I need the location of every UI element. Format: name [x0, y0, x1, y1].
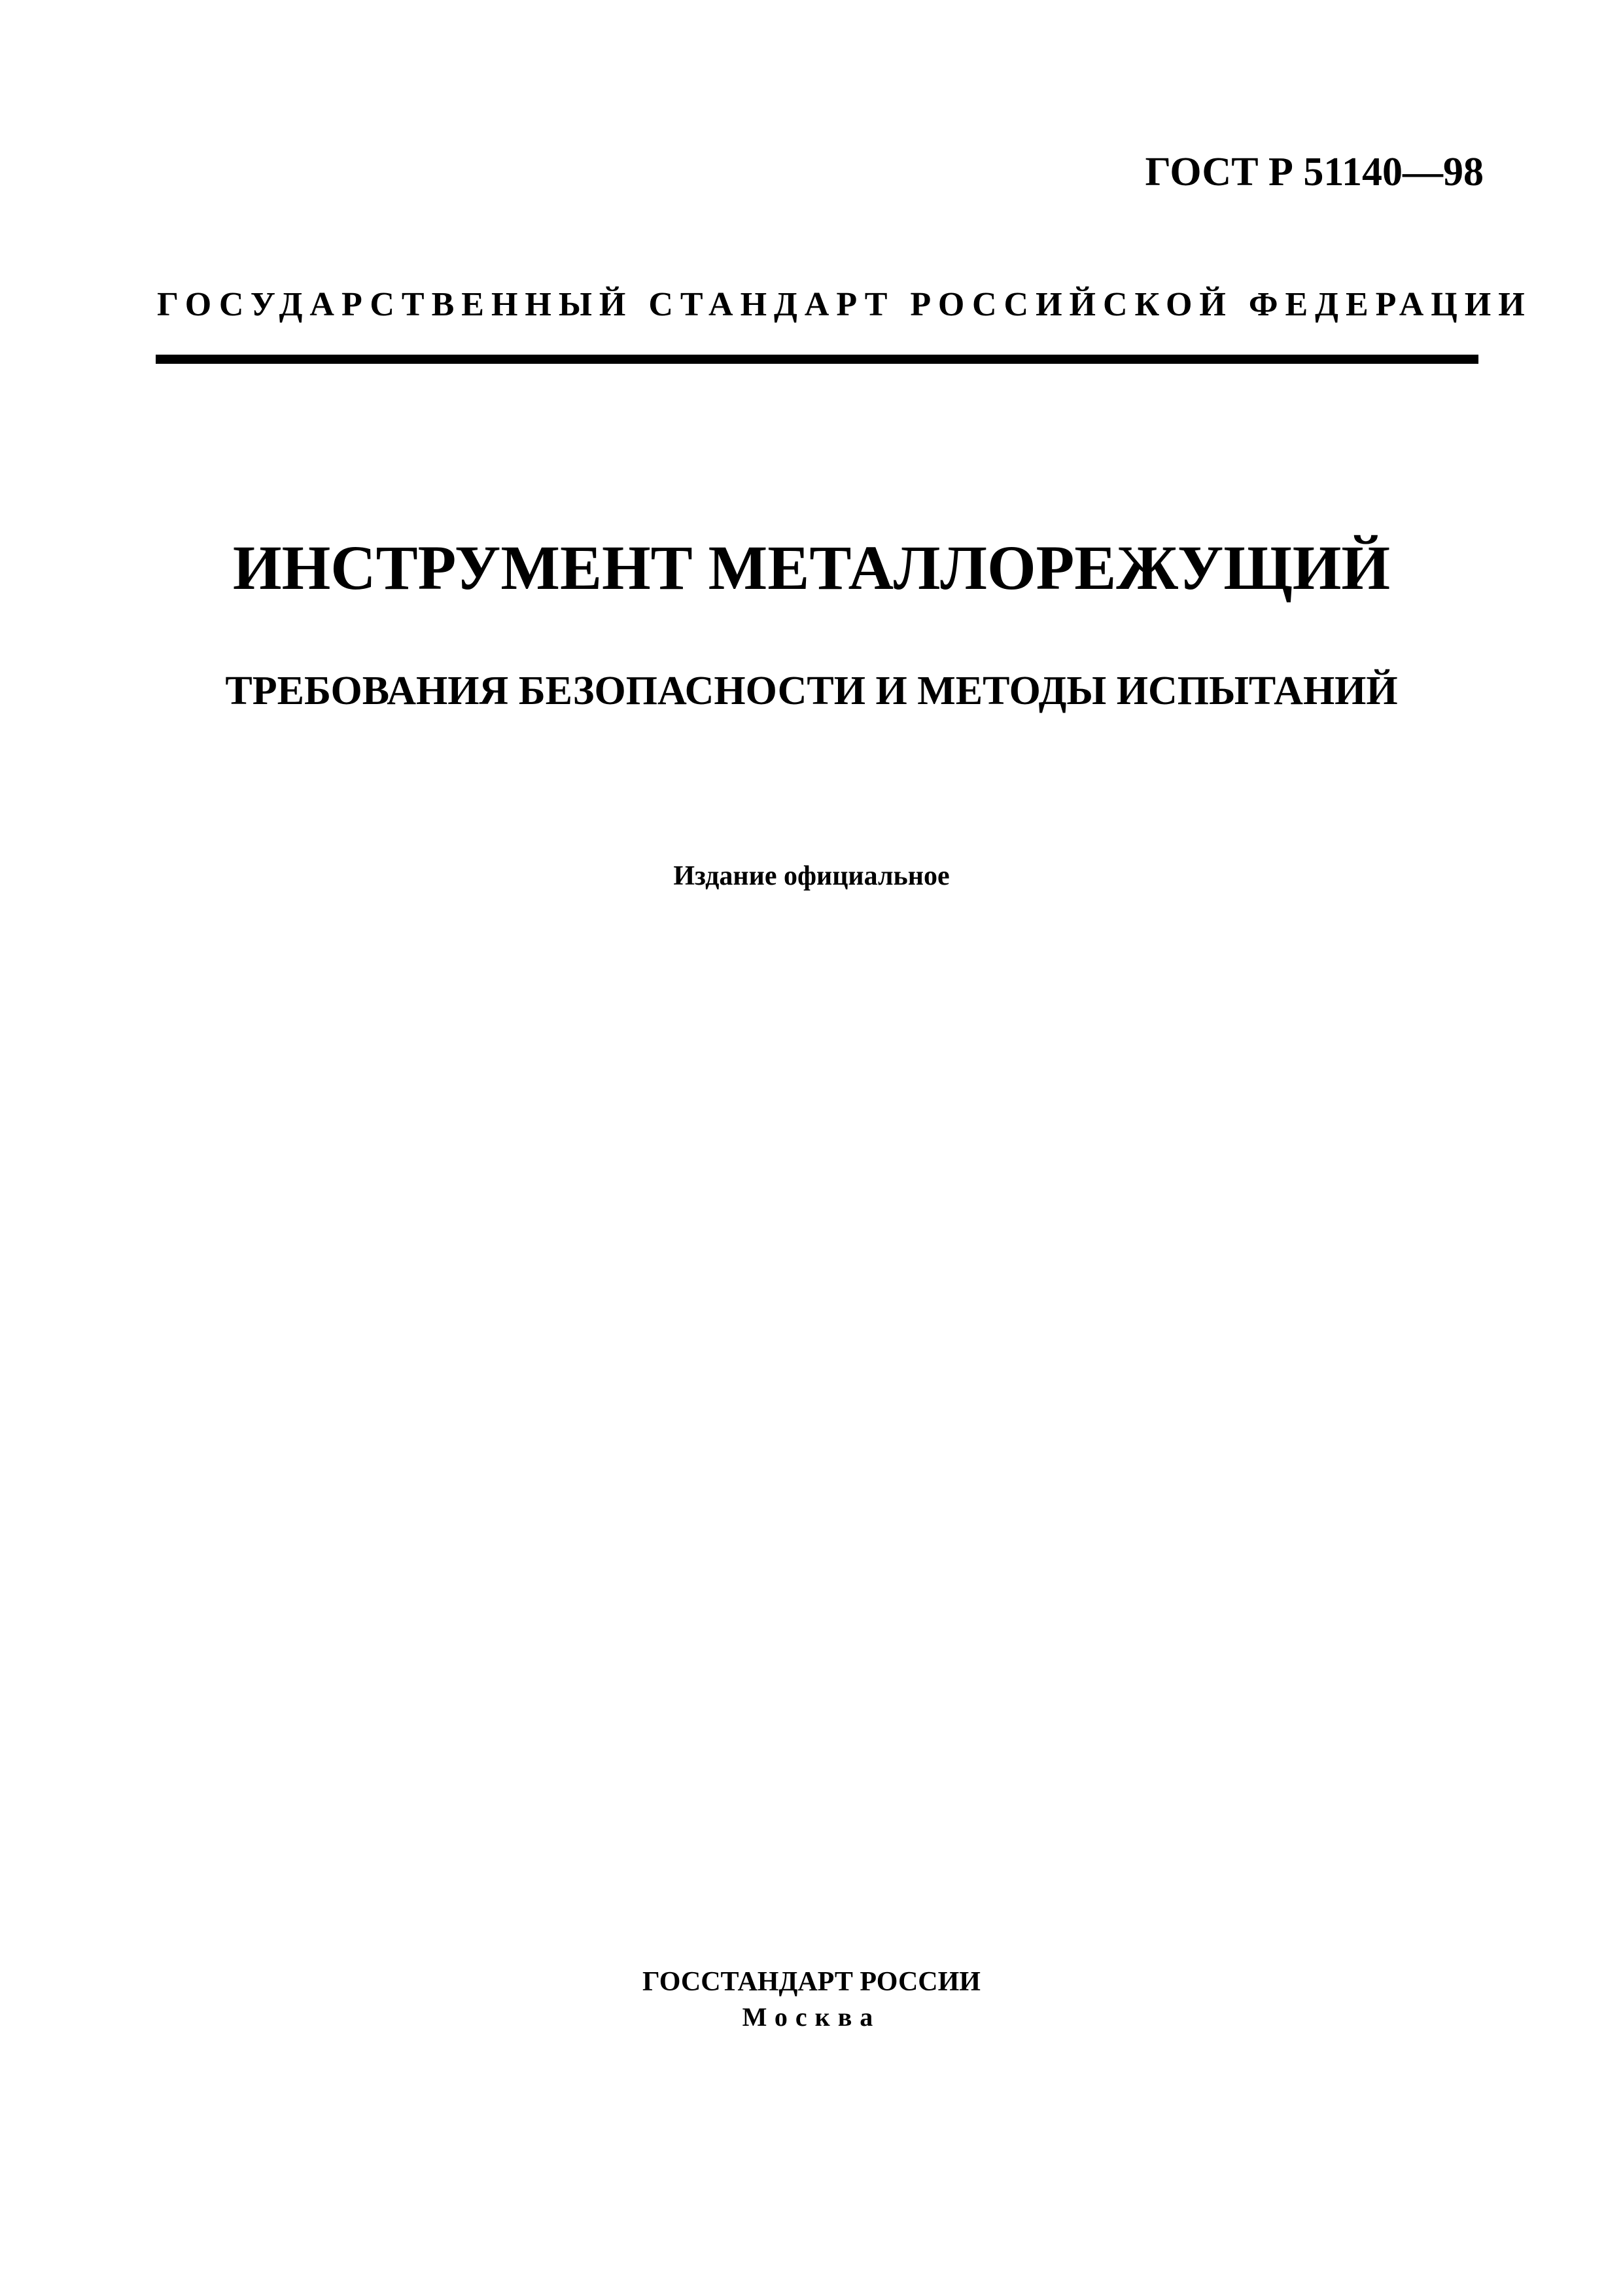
document-title: ИНСТРУМЕНТ МЕТАЛЛОРЕЖУЩИЙ [232, 533, 1391, 603]
header-rule [156, 355, 1478, 364]
standard-header: ГОСУДАРСТВЕННЫЙ СТАНДАРТ РОССИЙСКОЙ ФЕДЕРАЦИИ [157, 286, 1532, 323]
edition-note: Издание официальное [673, 861, 950, 891]
publisher-name: ГОССТАНДАРТ РОССИИ [642, 1967, 981, 1997]
document-number: ГОСТ Р 51140—98 [1145, 150, 1484, 194]
document-subtitle: ТРЕБОВАНИЯ БЕЗОПАСНОСТИ И МЕТОДЫ ИСПЫТАНИЙ [225, 669, 1398, 713]
publication-city: Москва [742, 2002, 881, 2032]
